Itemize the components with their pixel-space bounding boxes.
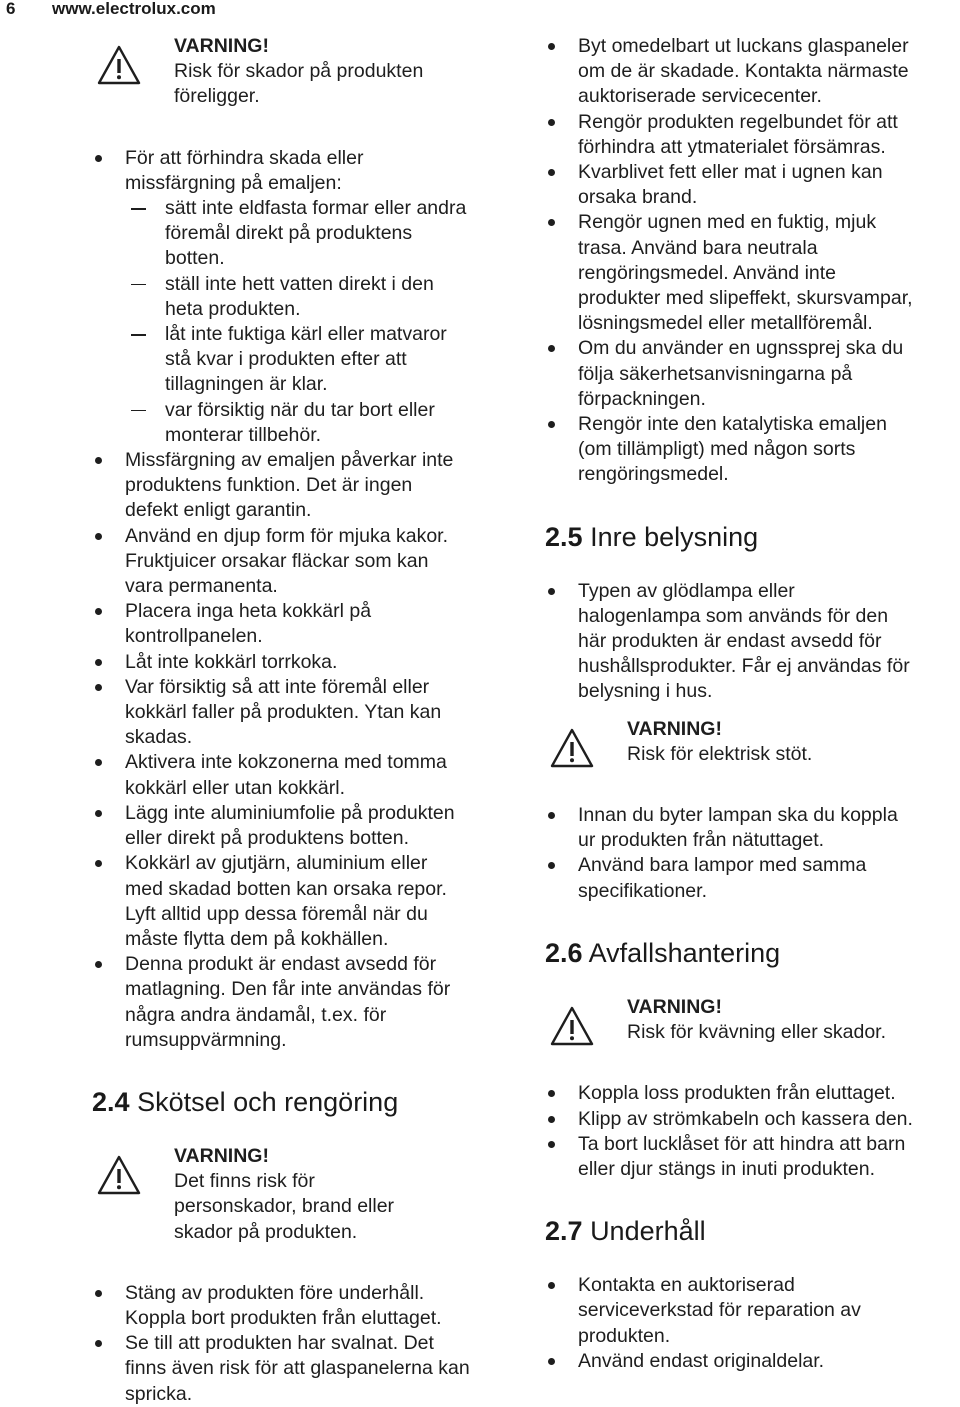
item-text: Kvarblivet fett eller mat i ugnen kan bbox=[578, 161, 883, 184]
warning-box bbox=[92, 1144, 532, 1245]
list-item bbox=[545, 1349, 960, 1374]
section-number: 2.5 bbox=[545, 521, 583, 552]
item-text: rengöringsmedel. bbox=[578, 463, 729, 486]
list-item bbox=[545, 1273, 960, 1349]
bullet-icon bbox=[548, 43, 555, 50]
item-text: Rengör inte den katalytiska emaljen bbox=[578, 413, 887, 436]
bullet-icon bbox=[548, 345, 555, 352]
bullet-icon bbox=[548, 1141, 555, 1148]
warning-title: VARNING! bbox=[174, 35, 269, 57]
bullet-icon bbox=[95, 659, 102, 666]
item-text: sätt inte eldfasta formar eller andra bbox=[165, 197, 467, 220]
item-text: Missfärgning av emaljen påverkar inte bbox=[125, 449, 454, 472]
list-item bbox=[545, 1107, 960, 1132]
section-heading bbox=[92, 1087, 532, 1117]
section-title: Avfallshantering bbox=[588, 937, 781, 968]
item-text: Aktivera inte kokzonerna med tomma bbox=[125, 751, 447, 774]
bullet-icon bbox=[548, 812, 555, 819]
bullet-icon bbox=[95, 961, 102, 968]
list-item bbox=[92, 650, 532, 675]
list-item bbox=[545, 1081, 960, 1106]
item-text: Lyft alltid upp dessa föremål när du bbox=[125, 902, 428, 925]
item-text: ställ inte hett vatten direkt i den bbox=[165, 272, 434, 295]
item-text: eller djur stängs in inuti produkten. bbox=[578, 1157, 876, 1180]
list-item bbox=[92, 851, 532, 952]
item-text: förhindra att ytmaterialet försämras. bbox=[578, 135, 886, 158]
section-title: Inre belysning bbox=[590, 521, 759, 552]
list-item bbox=[92, 524, 532, 600]
item-text: Se till att produkten har svalnat. Det bbox=[125, 1332, 434, 1355]
item-text: matlagning. Den får inte användas för bbox=[125, 978, 451, 1001]
item-text: Koppla bort produkten från eluttaget. bbox=[125, 1306, 442, 1329]
section-heading bbox=[545, 1216, 960, 1246]
item-text: Fruktjuicer orsakar fläckar som kan bbox=[125, 549, 429, 572]
item-text: Klipp av strömkabeln och kassera den. bbox=[578, 1107, 913, 1130]
item-text: spricka. bbox=[125, 1382, 193, 1405]
warning-text: skador på produkten. bbox=[174, 1220, 358, 1243]
list-item bbox=[545, 1132, 960, 1182]
warning-triangle-icon bbox=[549, 727, 595, 769]
dash-item bbox=[125, 398, 532, 448]
list-item bbox=[92, 1331, 532, 1407]
item-text: rengöringsmedel. Använd inte bbox=[578, 261, 837, 284]
item-text: med skadad botten kan orsaka repor. bbox=[125, 877, 447, 900]
item-text: Denna produkt är endast avsedd för bbox=[125, 953, 437, 976]
item-text: förpackningen. bbox=[578, 387, 706, 410]
section-heading bbox=[545, 938, 960, 968]
cleaning-list bbox=[545, 34, 960, 488]
item-text: föremål direkt på produktens bbox=[165, 222, 413, 245]
dash-list bbox=[125, 196, 532, 448]
item-text: Använd en djup form för mjuka kakor. bbox=[125, 524, 448, 547]
list-item bbox=[92, 750, 532, 800]
item-text: produkter med slipeffekt, skursvampar, bbox=[578, 287, 913, 310]
warning-text: Risk för skador på produkten bbox=[174, 60, 424, 83]
right-column bbox=[545, 34, 960, 1374]
item-text: kokkärl faller på produkten. Ytan kan bbox=[125, 701, 442, 724]
item-text: produkten. bbox=[578, 1324, 671, 1347]
item-text: här produkten är endast avsedd för bbox=[578, 630, 882, 653]
warning-text: föreligger. bbox=[174, 85, 260, 108]
warning-triangle-icon bbox=[96, 44, 142, 86]
list-item bbox=[545, 336, 960, 412]
list-item bbox=[92, 599, 532, 649]
maintenance-list bbox=[92, 1281, 532, 1407]
item-text: Om du använder en ugnssprej ska du bbox=[578, 337, 904, 360]
section-number: 2.6 bbox=[545, 937, 583, 968]
item-text: lösningsmedel eller metallföremål. bbox=[578, 312, 873, 335]
item-text: låt inte fuktiga kärl eller matvaror bbox=[165, 323, 447, 346]
dash-icon bbox=[131, 334, 146, 336]
lighting-list bbox=[545, 579, 960, 705]
bullet-icon bbox=[95, 810, 102, 817]
item-text: var försiktig när du tar bort eller bbox=[165, 398, 435, 421]
item-text: Placera inga heta kokkärl på bbox=[125, 600, 372, 623]
item-text: några andra ändamål, t.ex. för bbox=[125, 1003, 387, 1026]
bullet-icon bbox=[548, 862, 555, 869]
safety-list bbox=[92, 146, 532, 1053]
item-text: Byt omedelbart ut luckans glaspaneler bbox=[578, 35, 909, 57]
list-item bbox=[92, 801, 532, 851]
item-text: eller direkt på produktens botten. bbox=[125, 827, 410, 850]
bullet-icon bbox=[548, 421, 555, 428]
item-text: tillagningen är klar. bbox=[165, 373, 328, 396]
list-item bbox=[545, 853, 960, 903]
bullet-icon bbox=[548, 219, 555, 226]
item-text: Använd bara lampor med samma bbox=[578, 854, 867, 877]
bullet-icon bbox=[95, 860, 102, 867]
section-number: 2.7 bbox=[545, 1216, 583, 1247]
left-column bbox=[92, 34, 532, 1407]
warning-text: personskador, brand eller bbox=[174, 1195, 395, 1218]
section-title: Underhåll bbox=[590, 1216, 706, 1247]
item-text: finns även risk för att glaspanelerna kan bbox=[125, 1357, 470, 1380]
item-text: trasa. Använd bara neutrala bbox=[578, 236, 818, 259]
bullet-icon bbox=[548, 1358, 555, 1365]
warning-box bbox=[545, 717, 960, 767]
list-item bbox=[545, 579, 960, 705]
bullet-icon bbox=[548, 588, 555, 595]
item-text: Ta bort lucklåset för att hindra att barn bbox=[578, 1132, 906, 1155]
bullet-icon bbox=[95, 608, 102, 615]
item-text: Kontakta en auktoriserad bbox=[578, 1274, 795, 1297]
dash-item bbox=[125, 272, 532, 322]
bullet-icon bbox=[95, 1290, 102, 1297]
list-item bbox=[92, 146, 532, 448]
list-item bbox=[545, 210, 960, 336]
dash-icon bbox=[131, 410, 146, 412]
dash-icon bbox=[131, 208, 146, 210]
bullet-icon bbox=[548, 119, 555, 126]
bullet-icon bbox=[95, 457, 102, 464]
item-text: om de är skadade. Kontakta närmaste bbox=[578, 60, 909, 83]
warning-title: VARNING! bbox=[627, 995, 722, 1018]
item-text: Var försiktig så att inte föremål eller bbox=[125, 675, 430, 698]
item-text: Kokkärl av gjutjärn, aluminium eller bbox=[125, 852, 428, 875]
item-text: kokkärl eller utan kokkärl. bbox=[125, 776, 346, 799]
item-text: Typen av glödlampa eller bbox=[578, 579, 795, 602]
list-item bbox=[545, 803, 960, 853]
item-text: rumsuppvärmning. bbox=[125, 1028, 287, 1051]
item-text: botten. bbox=[165, 247, 225, 270]
bullet-icon bbox=[548, 1090, 555, 1097]
bullet-icon bbox=[95, 1340, 102, 1347]
item-text: orsaka brand. bbox=[578, 186, 698, 209]
warning-text: Risk för kvävning eller skador. bbox=[627, 1021, 887, 1044]
item-text: Rengör produkten regelbundet för att bbox=[578, 110, 898, 133]
item-text: Stäng av produkten före underhåll. bbox=[125, 1281, 425, 1304]
site-url: www.electrolux.com bbox=[52, 0, 216, 18]
item-text: (om tillämpligt) med någon sorts bbox=[578, 438, 856, 461]
section-heading bbox=[545, 522, 960, 552]
item-text: Använd endast originaldelar. bbox=[578, 1349, 825, 1372]
list-item bbox=[545, 34, 960, 110]
bullet-icon bbox=[95, 155, 102, 162]
dash-item bbox=[125, 322, 532, 398]
item-text: skadas. bbox=[125, 726, 193, 749]
bullet-icon bbox=[95, 533, 102, 540]
bullet-icon bbox=[548, 1282, 555, 1289]
warning-text: Det finns risk för bbox=[174, 1170, 315, 1193]
dash-item bbox=[125, 196, 532, 272]
item-text: belysning i hus. bbox=[578, 680, 713, 703]
item-text: följa säkerhetsanvisningarna på bbox=[578, 362, 853, 385]
item-text: defekt enligt garantin. bbox=[125, 499, 312, 522]
item-text: Lägg inte aluminiumfolie på produkten bbox=[125, 801, 455, 824]
item-text: kontrollpanelen. bbox=[125, 625, 263, 648]
item-text: Rengör ugnen med en fuktig, mjuk bbox=[578, 211, 877, 234]
dash-icon bbox=[131, 284, 146, 286]
warning-triangle-icon bbox=[96, 1154, 142, 1196]
item-text: Innan du byter lampan ska du koppla bbox=[578, 804, 898, 827]
item-text: stå kvar i produkten efter att bbox=[165, 348, 407, 371]
item-text: produktens funktion. Det är ingen bbox=[125, 474, 413, 497]
bullet-icon bbox=[548, 1116, 555, 1123]
item-text: missfärgning på emaljen: bbox=[125, 171, 342, 194]
bullet-icon bbox=[95, 684, 102, 691]
item-text: specifikationer. bbox=[578, 879, 707, 902]
item-text: auktoriserade servicecenter. bbox=[578, 85, 822, 108]
page-number: 6 bbox=[6, 0, 16, 18]
list-item bbox=[92, 675, 532, 751]
warning-triangle-icon bbox=[549, 1005, 595, 1047]
item-text: Låt inte kokkärl torrkoka. bbox=[125, 650, 338, 673]
item-text: måste flytta dem på kokhällen. bbox=[125, 927, 389, 950]
item-text: heta produkten. bbox=[165, 297, 301, 320]
item-text: ur produkten från nätuttaget. bbox=[578, 829, 825, 852]
warning-title: VARNING! bbox=[627, 717, 722, 740]
bullet-icon bbox=[548, 169, 555, 176]
list-item bbox=[92, 952, 532, 1053]
warning-box bbox=[92, 34, 532, 110]
page-header bbox=[6, 0, 216, 22]
section-number: 2.4 bbox=[92, 1086, 130, 1117]
list-item bbox=[92, 1281, 532, 1331]
item-text: serviceverkstad för reparation av bbox=[578, 1299, 861, 1322]
service-list bbox=[545, 1273, 960, 1374]
section-title: Skötsel och rengöring bbox=[137, 1086, 399, 1117]
list-item bbox=[545, 110, 960, 160]
disposal-list bbox=[545, 1081, 960, 1182]
bullet-icon bbox=[95, 759, 102, 766]
list-item bbox=[545, 160, 960, 210]
item-text: halogenlampa som används för den bbox=[578, 604, 889, 627]
list-item bbox=[545, 412, 960, 488]
item-text: hushållsprodukter. Får ej användas för bbox=[578, 655, 910, 678]
warning-box bbox=[545, 995, 960, 1045]
item-text: Koppla loss produkten från eluttaget. bbox=[578, 1082, 896, 1105]
warning-title: VARNING! bbox=[174, 1144, 269, 1167]
item-text: monterar tillbehör. bbox=[165, 423, 322, 446]
item-text: vara permanenta. bbox=[125, 575, 278, 598]
list-item bbox=[92, 448, 532, 524]
lamp-list bbox=[545, 803, 960, 904]
warning-text: Risk för elektrisk stöt. bbox=[627, 742, 813, 765]
item-text: För att förhindra skada eller bbox=[125, 146, 364, 169]
